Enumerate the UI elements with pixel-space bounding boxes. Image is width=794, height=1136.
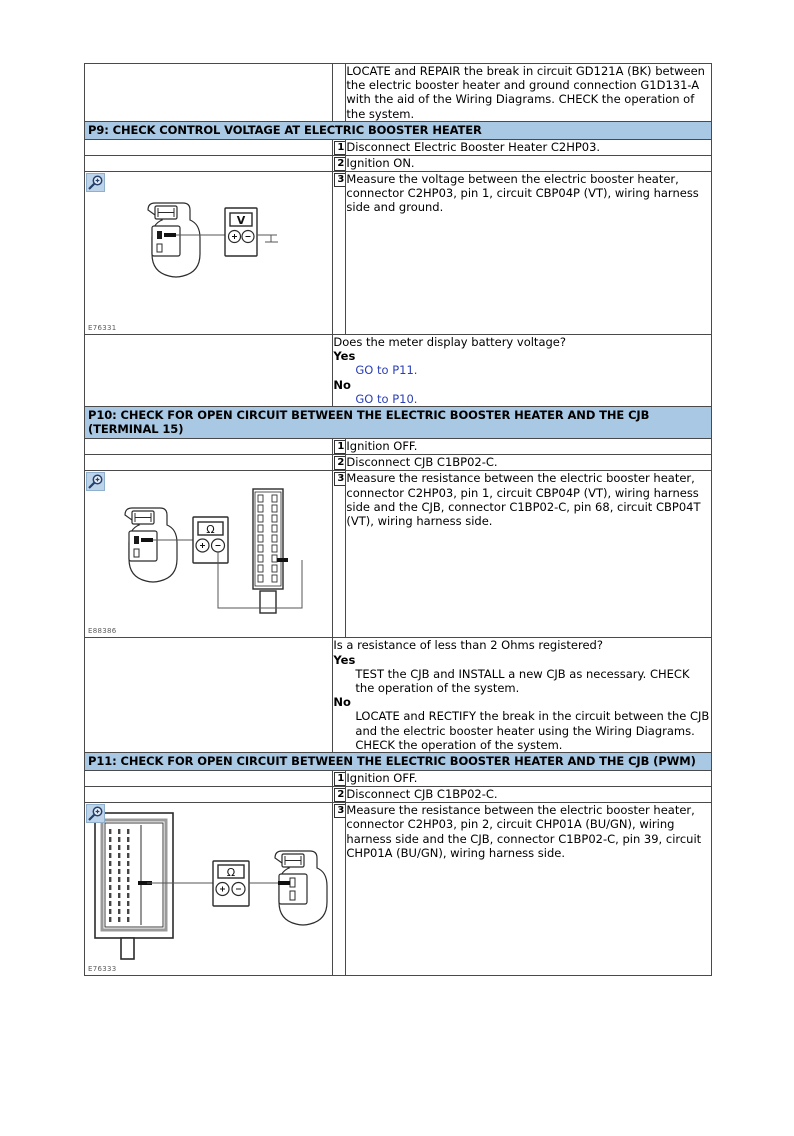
- step-number: 3: [334, 804, 347, 818]
- pinpoint-test-table: [84, 63, 712, 976]
- step-number: 1: [334, 440, 347, 454]
- figure-cell-p11: [85, 803, 333, 976]
- question-text: Is a resistance of less than 2 Ohms registered?: [333, 638, 603, 653]
- spacer-cell: [85, 140, 333, 156]
- figure-cell-p9: [85, 172, 333, 335]
- section-title-p9: P9: CHECK CONTROL VOLTAGE AT ELECTRIC BOOSTER HEATER: [85, 121, 712, 139]
- answer-link-yes[interactable]: GO to P11.: [355, 363, 418, 378]
- table-row: [85, 803, 712, 976]
- intro-left-cell: [85, 64, 333, 122]
- zoom-icon[interactable]: [86, 472, 105, 491]
- section-title-p10: P10: CHECK FOR OPEN CIRCUIT BETWEEN THE ELECTRIC BOOSTER HEATER AND THE CJB (TERMINAL 15): [85, 407, 712, 439]
- step-number-cell: [333, 787, 346, 803]
- answer-text-yes: TEST the CJB and INSTALL a new CJB as necessary. CHECK the operation of the system.: [355, 666, 690, 696]
- step-number-cell: [333, 471, 346, 638]
- step-number: 1: [334, 772, 347, 786]
- answer-label-yes: Yes: [333, 349, 356, 364]
- answer-block-p10: [333, 638, 712, 753]
- table-row: [85, 471, 712, 638]
- answer-text-no: LOCATE and RECTIFY the break in the circuit between the CJB and the electric booster heater using the Wiring Diagrams. CHECK the operation of the system.: [355, 709, 710, 752]
- figure-p10: [85, 471, 331, 637]
- svg-text:V: V: [236, 214, 246, 228]
- step-text: Disconnect CJB C1BP02-C.: [346, 455, 712, 471]
- step-number: 2: [334, 788, 347, 802]
- step-number-cell: [333, 771, 346, 787]
- voltmeter-circuit-diagram: [85, 172, 331, 334]
- step-number: 1: [334, 141, 347, 155]
- spacer-cell: [85, 156, 333, 172]
- step-number-cell: [333, 140, 346, 156]
- step-text: Measure the voltage between the electric booster heater, connector C2HP03, pin 1, circuit CBP04P (VT), wiring harness side and ground.: [346, 172, 712, 335]
- section-header-p10: [85, 407, 712, 439]
- answer-left-cell: [85, 638, 333, 753]
- spacer-cell: [85, 771, 333, 787]
- step-number-cell: [333, 172, 346, 335]
- table-row: [85, 771, 712, 787]
- table-row: [85, 172, 712, 335]
- svg-text:Ω: Ω: [206, 523, 215, 537]
- section-header-p11: [85, 753, 712, 771]
- step-text: Ignition ON.: [346, 156, 712, 172]
- step-number: 2: [334, 157, 347, 171]
- answer-label-no: No: [333, 695, 351, 710]
- intro-num-cell: [333, 64, 346, 122]
- step-text: Disconnect Electric Booster Heater C2HP03.: [346, 140, 712, 156]
- figure-p11: [85, 803, 331, 975]
- figure-label: E76331: [88, 324, 117, 333]
- table-row: [85, 140, 712, 156]
- ohmmeter-circuit-diagram-pwm: [85, 803, 331, 975]
- step-number: 2: [334, 456, 347, 470]
- spacer-cell: [85, 787, 333, 803]
- step-text: Ignition OFF.: [346, 439, 712, 455]
- step-text: Disconnect CJB C1BP02-C.: [346, 787, 712, 803]
- step-number-cell: [333, 439, 346, 455]
- figure-p9: [85, 172, 331, 334]
- table-row: [85, 156, 712, 172]
- section-title-p11: P11: CHECK FOR OPEN CIRCUIT BETWEEN THE ELECTRIC BOOSTER HEATER AND THE CJB (PWM): [85, 753, 712, 771]
- answer-label-no: No: [333, 377, 351, 392]
- svg-text:Ω: Ω: [226, 866, 236, 880]
- intro-instruction: LOCATE and REPAIR the break in circuit GD121A (BK) between the electric booster heater and ground connection G1D131-A with the aid of the Wiring Diagrams. CHECK the operation of the system.: [346, 64, 712, 122]
- table-row: [85, 455, 712, 471]
- step-number: 3: [334, 173, 347, 187]
- step-number-cell: [333, 455, 346, 471]
- step-number-cell: [333, 156, 346, 172]
- section-header-p9: [85, 121, 712, 139]
- answer-block-p9: [333, 335, 712, 407]
- step-number: 3: [334, 472, 347, 486]
- figure-label: E88386: [88, 627, 117, 636]
- zoom-icon[interactable]: [86, 804, 105, 823]
- step-text: Measure the resistance between the electric booster heater, connector C2HP03, pin 1, circuit CBP04P (VT), wiring harness side and the CJB, connector C1BP02-C, pin 68, circuit CBP04T (VT), wiring harness side.: [346, 471, 712, 638]
- figure-label: E76333: [88, 965, 117, 974]
- table-row: [85, 64, 712, 122]
- spacer-cell: [85, 439, 333, 455]
- step-text: Measure the resistance between the electric booster heater, connector C2HP03, pin 2, circuit CHP01A (BU/GN), wiring harness side and the CJB, connector C1BP02-C, pin 39, circuit CHP01A (BU/GN), wiring harness side.: [346, 803, 712, 976]
- table-row: [85, 335, 712, 407]
- step-text: Ignition OFF.: [346, 771, 712, 787]
- question-text: Does the meter display battery voltage?: [333, 335, 566, 350]
- table-row: [85, 638, 712, 753]
- step-number-cell: [333, 803, 346, 976]
- ohmmeter-circuit-diagram-terminal15: [85, 471, 331, 637]
- answer-label-yes: Yes: [333, 652, 356, 667]
- zoom-icon[interactable]: [86, 173, 105, 192]
- spacer-cell: [85, 455, 333, 471]
- table-row: [85, 439, 712, 455]
- answer-left-cell: [85, 335, 333, 407]
- table-row: [85, 787, 712, 803]
- figure-cell-p10: [85, 471, 333, 638]
- answer-link-no[interactable]: GO to P10.: [355, 391, 418, 406]
